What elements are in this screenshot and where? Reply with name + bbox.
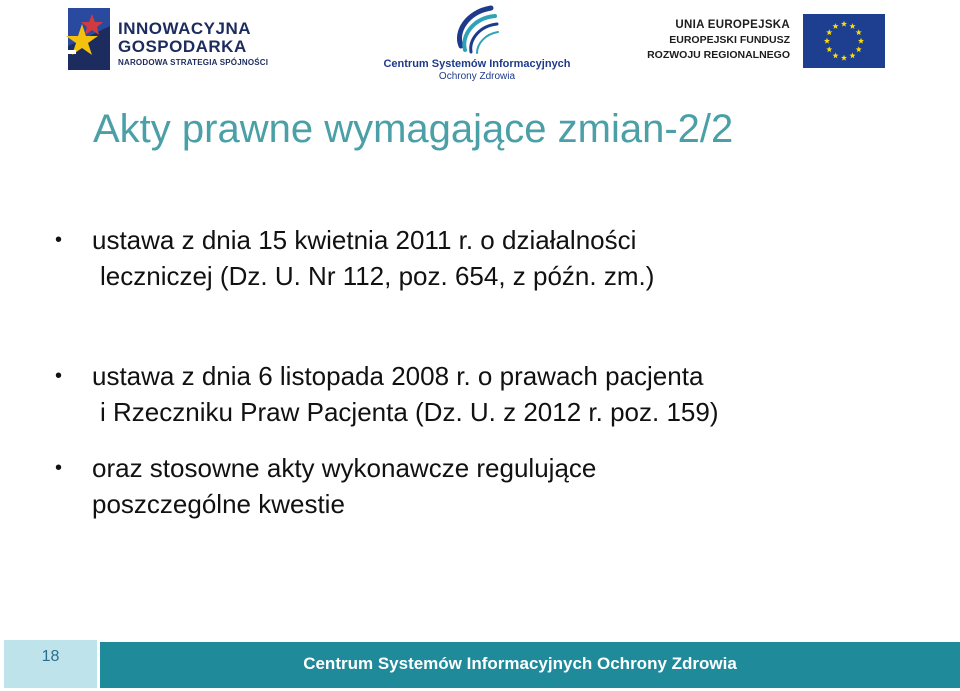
eu-logo-line1: UNIA EUROPEJSKA — [675, 19, 790, 31]
eu-star-icon — [832, 53, 838, 59]
eu-logo-line3: ROZWOJU REGIONALNEGO — [647, 49, 790, 61]
eu-star-icon — [849, 53, 855, 59]
bullet-dot-icon: • — [55, 229, 63, 251]
eu-logo-line2: EUROPEJSKI FUNDUSZ — [669, 34, 790, 46]
slide-footer — [0, 640, 960, 691]
innowacyjna-logo-line2: GOSPODARKA — [118, 37, 247, 56]
eu-star-icon — [856, 46, 862, 52]
eu-fund-logo — [640, 14, 885, 74]
eu-stars-icon — [803, 14, 885, 68]
eu-star-icon — [856, 29, 862, 35]
page-number-box — [4, 640, 97, 688]
eu-star-icon — [832, 23, 838, 29]
innowacyjna-logo-line1: INNOWACYJNA — [118, 19, 252, 38]
footer-bar — [100, 642, 960, 688]
eu-star-icon — [858, 38, 864, 44]
footer-org-name: Centrum Systemów Informacyjnych Ochrony Zdrowia — [303, 654, 737, 673]
eu-flag-icon — [803, 14, 885, 68]
slide-title: Akty prawne wymagające zmian-2/2 — [93, 107, 734, 151]
eu-star-icon — [841, 21, 847, 27]
bullet-2-line-1: ustawa z dnia 6 listopada 2008 r. o prawach pacjenta — [92, 361, 704, 391]
eu-star-icon — [849, 23, 855, 29]
bullet-dot-icon: • — [55, 457, 63, 479]
eu-fund-text — [647, 18, 790, 63]
eu-star-icon — [841, 55, 847, 61]
eu-star-icon — [826, 29, 832, 35]
csioz-swirl-icon — [451, 2, 503, 56]
csioz-logo — [372, 2, 582, 82]
bullet-3-line-2: poszczególne kwestie — [92, 489, 345, 519]
bullet-dot-icon: • — [55, 365, 63, 387]
bullet-item-1 — [55, 222, 654, 294]
bullet-3-line-1: oraz stosowne akty wykonawcze regulujące — [92, 453, 597, 483]
csioz-logo-name: Centrum Systemów Informacyjnych — [383, 58, 571, 70]
bullet-item-2 — [55, 358, 719, 430]
eu-star-icon — [826, 46, 832, 52]
bullet-1-line-1: ustawa z dnia 15 kwietnia 2011 r. o działalności — [92, 225, 637, 255]
bullet-2-line-2: i Rzeczniku Praw Pacjenta (Dz. U. z 2012 r. poz. 159) — [100, 397, 719, 427]
innowacyjna-star-icon — [62, 6, 114, 72]
bullet-item-3 — [55, 450, 596, 522]
page-number: 18 — [41, 648, 60, 665]
bullet-1-line-2: leczniczej (Dz. U. Nr 112, poz. 654, z późn. zm.) — [100, 261, 655, 291]
eu-star-icon — [824, 38, 830, 44]
innowacyjna-gospodarka-logo — [62, 6, 272, 72]
csioz-logo-subtitle: Ochrony Zdrowia — [438, 71, 516, 82]
innowacyjna-logo-line3: NARODOWA STRATEGIA SPÓJNOŚCI — [118, 58, 269, 67]
